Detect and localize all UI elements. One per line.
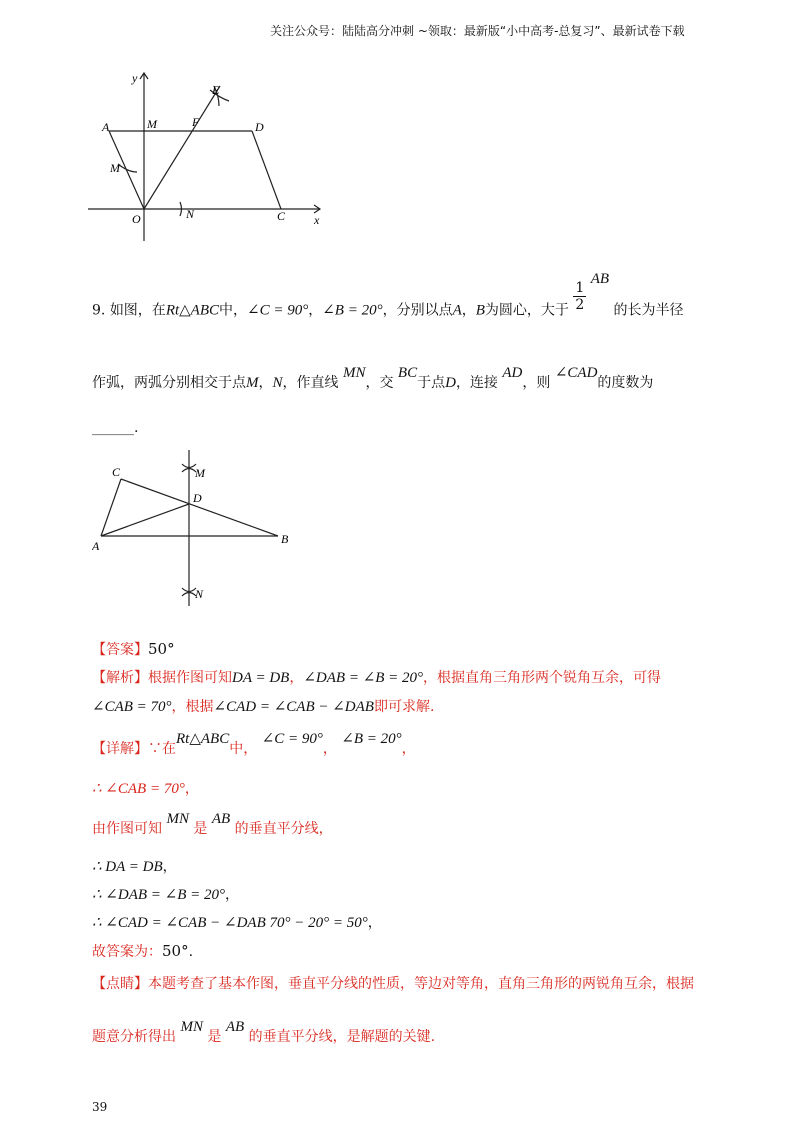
segment-ab: AB <box>225 1019 245 1035</box>
comma: ， <box>258 375 273 391</box>
text: 在 <box>162 741 176 757</box>
detail-line-1 <box>92 731 416 758</box>
text: 中， <box>219 302 248 319</box>
comma: ， <box>461 302 476 319</box>
text: ，分别以点 <box>382 302 453 319</box>
math-cad: ∠CAD = ∠CAB − ∠DAB <box>213 699 374 715</box>
step-da-db: ∴ DA = DB <box>92 859 163 875</box>
line-mn: MN <box>166 811 189 827</box>
comma: ， <box>367 915 382 931</box>
point-b: B <box>475 302 485 319</box>
text: 故答案为： <box>92 944 162 960</box>
text: 的长为半径 <box>613 302 684 319</box>
text: ，作直线 <box>282 375 339 391</box>
text: 的垂直平分线，是解题的关键. <box>248 1029 436 1045</box>
because-symbol: ∵ <box>148 741 162 757</box>
answer-value: 50° <box>148 640 175 658</box>
angle-c-90: ∠C = 90° <box>247 302 309 319</box>
segment-cb <box>121 479 278 536</box>
text: 题意分析得出 <box>92 1029 176 1045</box>
label-o: O <box>132 212 141 226</box>
segment-ab: AB <box>211 811 231 827</box>
comma: ， <box>162 859 177 875</box>
answer-tag: 【答案】 <box>92 642 148 658</box>
segment-bc: BC <box>397 365 418 381</box>
page-number: 39 <box>92 1100 108 1114</box>
text: 是 <box>193 821 208 837</box>
angle-cad: ∠CAD <box>554 365 598 381</box>
analysis-line-1 <box>92 667 661 687</box>
label-a: A <box>92 539 100 553</box>
detail-line-2 <box>92 778 199 798</box>
label-m: M <box>195 466 205 480</box>
segment-dc <box>252 131 281 209</box>
math-da-db: DA = DB <box>232 670 290 686</box>
angle-b-20: ∠B = 20° <box>322 302 383 319</box>
detail-line-4 <box>92 856 177 876</box>
label-m-left: M <box>110 161 120 175</box>
label-f: F <box>192 115 200 129</box>
period: . <box>188 944 194 960</box>
step-dab: ∴ ∠DAB = ∠B = 20° <box>92 887 225 903</box>
step-cad: ∴ ∠CAD = ∠CAB − ∠DAB 70° − 20° = 50° <box>92 915 368 931</box>
segment-ad <box>101 504 189 536</box>
segment-ad: AD <box>502 365 523 381</box>
label-m-top: M <box>147 117 157 131</box>
math-dab: ∠DAB = ∠B = 20° <box>303 670 424 686</box>
analysis-tag: 【解析】 <box>92 670 148 686</box>
point-a: A <box>452 302 462 319</box>
label-n: N <box>195 587 204 601</box>
question-9-line-1 <box>92 270 684 327</box>
angle-c: ∠C = 90° <box>261 731 323 747</box>
line-mn: MN <box>180 1019 203 1035</box>
comma: ， <box>308 302 323 319</box>
page-header: 关注公众号：陆陆高分冲刺 ~领取：最新版“小中高考-总复习”、最新试卷下载 <box>270 24 685 38</box>
text: ，则 <box>522 375 551 391</box>
label-e: E <box>212 83 220 97</box>
angle-b: ∠B = 20° <box>341 731 402 747</box>
label-y: y <box>132 71 138 85</box>
remark-line-1 <box>92 973 694 993</box>
text: 的垂直平分线， <box>234 821 333 837</box>
answer-blank: ______. <box>92 420 139 436</box>
label-a: A <box>102 120 110 134</box>
segment-ca <box>101 479 121 536</box>
fraction-numerator: 1 <box>575 280 585 296</box>
math-cab: ∠CAB = 70° <box>92 699 172 715</box>
question-9-line-2 <box>92 365 654 392</box>
text: 本题考查了基本作图，垂直平分线的性质，等边对等角，直角三角形的两锐角互余，根据 <box>148 976 694 992</box>
detail-line-7 <box>92 941 193 961</box>
fraction-ab: AB <box>590 270 610 287</box>
analysis-line-2 <box>92 696 434 716</box>
comma: ， <box>225 887 239 903</box>
detail-tag: 【详解】 <box>92 741 148 757</box>
comma: ， <box>184 781 199 797</box>
label-c: C <box>112 465 121 479</box>
text: 作弧，两弧分别相交于点 <box>92 375 246 391</box>
text: 的度数为 <box>597 375 654 391</box>
text: 于点 <box>417 375 446 391</box>
label-x: x <box>314 213 320 227</box>
comma: ， <box>322 741 337 757</box>
label-d: D <box>193 491 202 505</box>
comma: ， <box>401 741 416 757</box>
text: 为圆心，大于 <box>484 302 569 319</box>
step-cab: ∴ ∠CAB = 70° <box>92 781 185 797</box>
label-b: B <box>281 532 289 546</box>
text: ，根据直角三角形两个锐角互余，可得 <box>423 670 662 686</box>
text: ，连接 <box>455 375 498 391</box>
text: 根据作图可知 <box>148 670 232 686</box>
detail-line-6 <box>92 912 382 932</box>
text: 如图，在 <box>109 302 166 319</box>
remark-tag: 【点睛】 <box>92 976 148 992</box>
point-m: M <box>246 375 259 391</box>
figure-coordinate-construction <box>88 68 328 248</box>
fraction-denominator: 2 <box>575 297 585 313</box>
text: 中， <box>229 741 258 757</box>
text: 由作图可知 <box>92 821 162 837</box>
final-answer: 50° <box>162 942 189 960</box>
question-number: 9. <box>92 302 106 319</box>
point-n: N <box>272 375 283 391</box>
detail-line-5 <box>92 884 239 904</box>
text: ，根据 <box>171 699 214 715</box>
figure-triangle-abc <box>92 446 312 616</box>
text: ，交 <box>365 375 394 391</box>
point-d: D <box>445 375 456 391</box>
comma: ， <box>289 670 304 686</box>
label-d: D <box>255 120 264 134</box>
fraction-half-ab <box>573 270 610 313</box>
remark-line-2 <box>92 1019 436 1046</box>
rt-abc: Rt△ABC <box>176 731 230 747</box>
ray-oe <box>144 86 220 209</box>
rt-abc: Rt△ABC <box>165 302 220 319</box>
label-n: N <box>186 207 195 221</box>
detail-line-3 <box>92 811 333 838</box>
line-mn: MN <box>342 365 366 381</box>
answer-line <box>92 639 175 659</box>
text: 是 <box>207 1029 222 1045</box>
text: 即可求解. <box>373 699 435 715</box>
label-c: C <box>277 209 286 223</box>
